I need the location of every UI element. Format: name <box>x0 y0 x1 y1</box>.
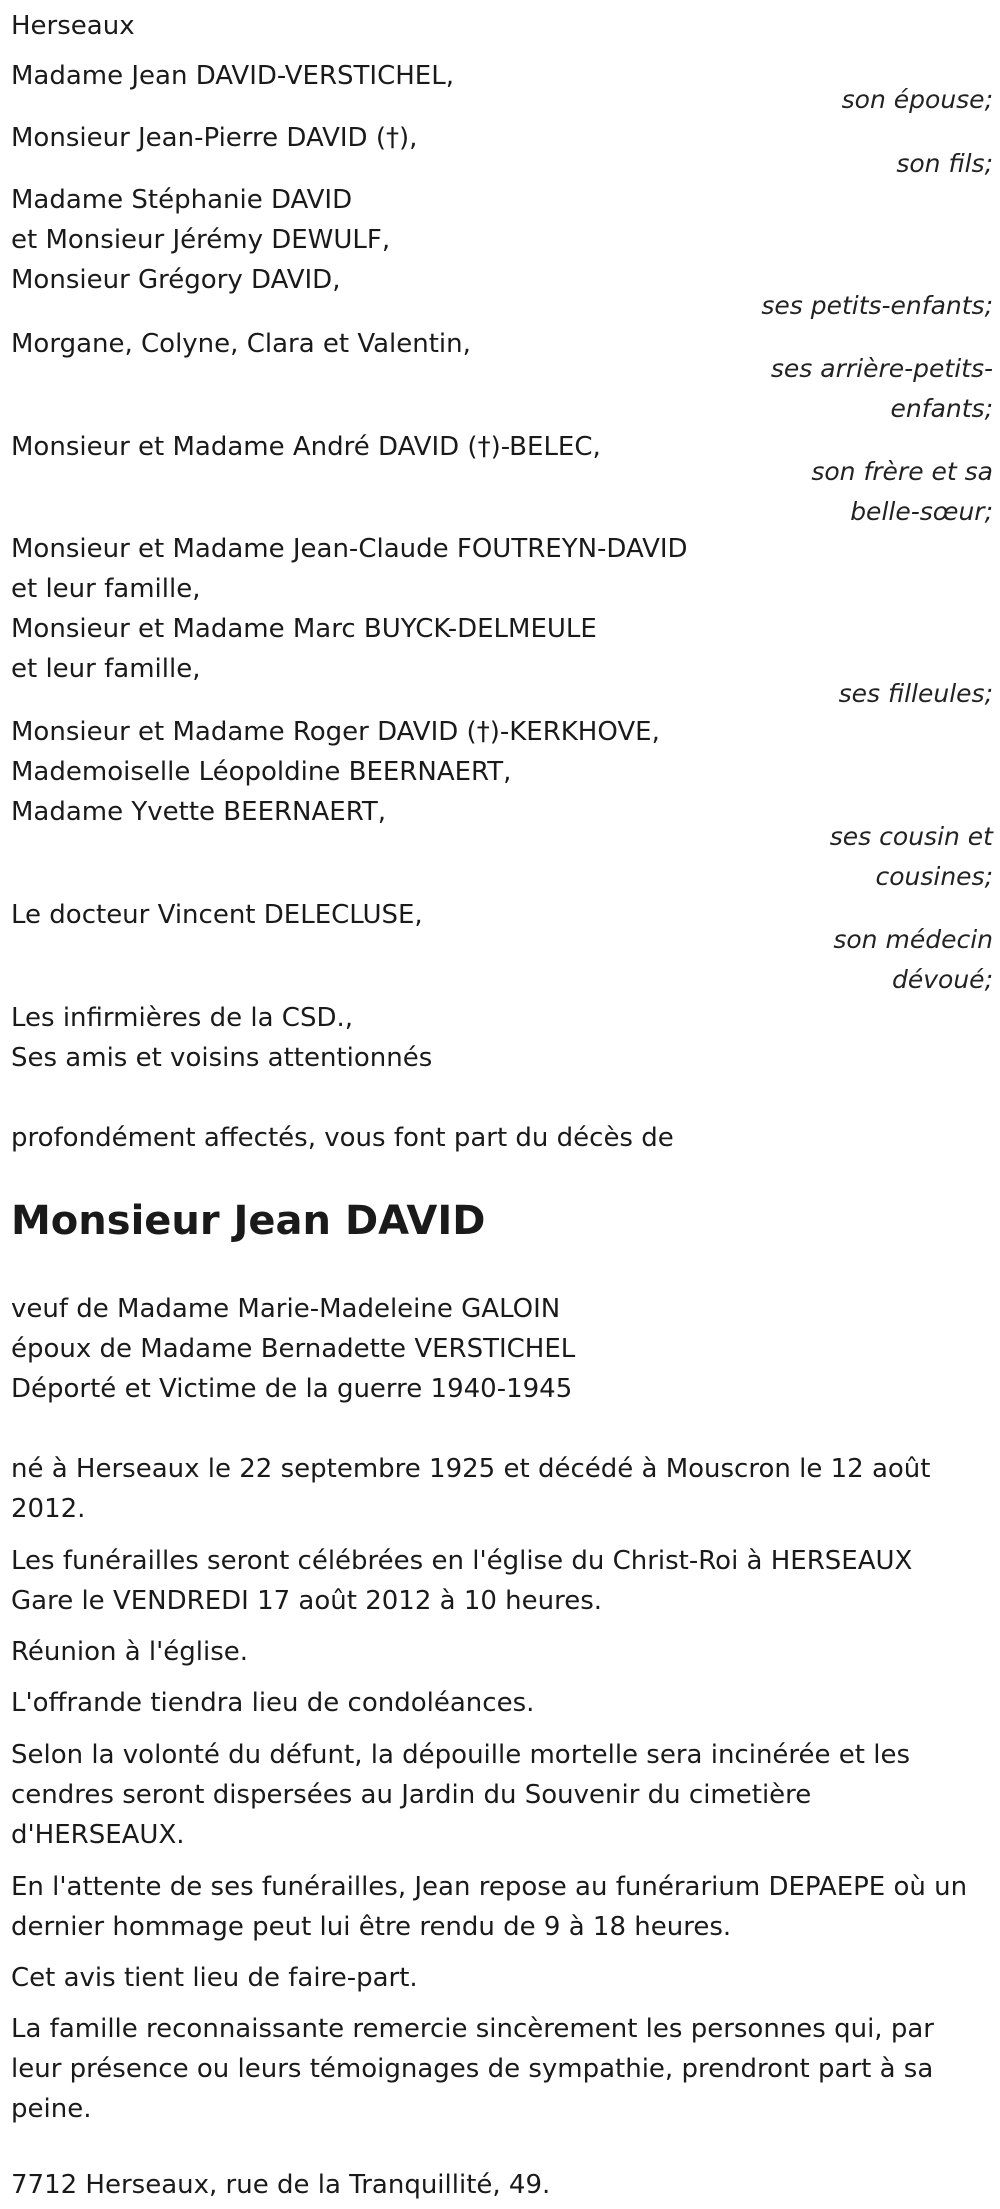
paragraph-line: peine. <box>11 2094 92 2124</box>
paragraph-line: leur présence ou leurs témoignages de sympathie, prendront part à sa <box>11 2054 934 2084</box>
intro-text: profondément affectés, vous font part du décès de <box>11 1123 674 1153</box>
deceased-detail: veuf de Madame Marie-Madeleine GALOIN <box>11 1294 561 1324</box>
family-line: Le docteur Vincent DELECLUSE, <box>11 900 423 930</box>
family-line: Monsieur Grégory DAVID, <box>11 265 341 295</box>
paragraph-line: d'HERSEAUX. <box>11 1820 185 1850</box>
paragraph-line: cendres seront dispersées au Jardin du Souvenir du cimetière <box>11 1780 812 1810</box>
paragraph-line: né à Herseaux le 22 septembre 1925 et décédé à Mouscron le 12 août <box>11 1454 931 1484</box>
relation-label: ses filleules; <box>838 679 993 708</box>
address: 7712 Herseaux, rue de la Tranquillité, 49. <box>11 2170 551 2200</box>
relation-label: ses petits-enfants; <box>761 291 993 320</box>
family-line: Monsieur et Madame Roger DAVID (†)-KERKHOVE, <box>11 717 660 747</box>
relation-label: cousines; <box>875 862 993 891</box>
relation-label: enfants; <box>890 394 993 423</box>
paragraph-line: L'offrande tiendra lieu de condoléances. <box>11 1688 535 1718</box>
family-line: Mademoiselle Léopoldine BEERNAERT, <box>11 757 512 787</box>
deceased-name: Monsieur Jean DAVID <box>11 1198 486 1244</box>
paragraph-line: La famille reconnaissante remercie sincèrement les personnes qui, par <box>11 2014 934 2044</box>
header-town: Herseaux <box>11 11 135 41</box>
paragraph-line: Réunion à l'église. <box>11 1637 249 1667</box>
paragraph-line: Gare le VENDREDI 17 août 2012 à 10 heures. <box>11 1586 603 1616</box>
paragraph-line: Les funérailles seront célébrées en l'église du Christ-Roi à HERSEAUX <box>11 1546 913 1576</box>
relation-label: dévoué; <box>892 965 993 994</box>
family-line: et leur famille, <box>11 654 201 684</box>
paragraph-line: Cet avis tient lieu de faire-part. <box>11 1963 418 1993</box>
family-line: Morgane, Colyne, Clara et Valentin, <box>11 329 471 359</box>
family-line: Madame Yvette BEERNAERT, <box>11 797 387 827</box>
relation-label: son frère et sa <box>811 457 993 486</box>
relation-label: son épouse; <box>841 85 993 114</box>
family-line: Monsieur et Madame Marc BUYCK-DELMEULE <box>11 614 597 644</box>
paragraph-line: 2012. <box>11 1494 86 1524</box>
paragraph-line: Selon la volonté du défunt, la dépouille mortelle sera incinérée et les <box>11 1740 911 1770</box>
relation-label: son médecin <box>833 925 993 954</box>
family-line: Madame Jean DAVID-VERSTICHEL, <box>11 61 454 91</box>
others-line: Ses amis et voisins attentionnés <box>11 1043 433 1073</box>
family-line: et Monsieur Jérémy DEWULF, <box>11 225 391 255</box>
relation-label: belle-sœur; <box>850 497 993 526</box>
paragraph-line: dernier hommage peut lui être rendu de 9 à 18 heures. <box>11 1912 732 1942</box>
paragraph-line: En l'attente de ses funérailles, Jean repose au funérarium DEPAEPE où un <box>11 1872 968 1902</box>
family-line: Monsieur et Madame André DAVID (†)-BELEC, <box>11 432 601 462</box>
family-line: Madame Stéphanie DAVID <box>11 185 353 215</box>
relation-label: ses arrière-petits- <box>770 354 993 383</box>
relation-label: ses cousin et <box>829 822 993 851</box>
family-line: et leur famille, <box>11 574 201 604</box>
deceased-detail: Déporté et Victime de la guerre 1940-1945 <box>11 1374 573 1404</box>
family-line: Monsieur et Madame Jean-Claude FOUTREYN-DAVID <box>11 534 688 564</box>
deceased-detail: époux de Madame Bernadette VERSTICHEL <box>11 1334 576 1364</box>
others-line: Les infirmières de la CSD., <box>11 1003 354 1033</box>
family-line: Monsieur Jean-Pierre DAVID (†), <box>11 123 418 153</box>
relation-label: son fils; <box>896 149 993 178</box>
